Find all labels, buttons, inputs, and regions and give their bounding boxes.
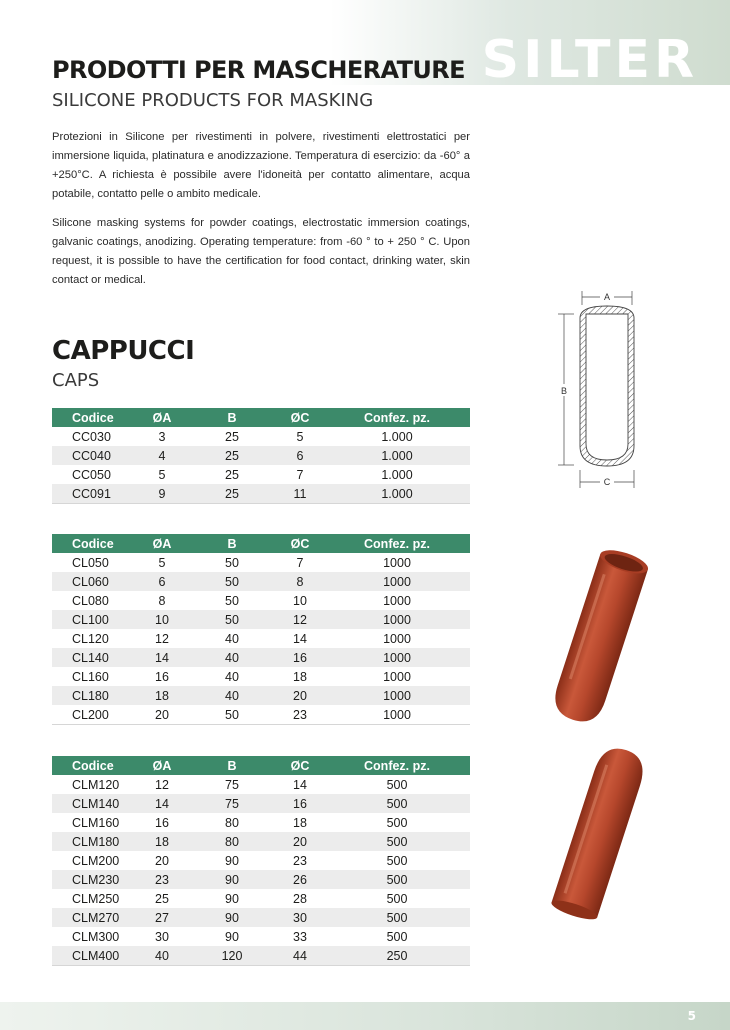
table-row <box>52 648 470 667</box>
cell-pack-qty: 500 <box>324 832 470 851</box>
cell-diameter-a: 3 <box>158 429 166 444</box>
table-row <box>52 946 470 966</box>
cell-code: CLM180 <box>52 832 136 851</box>
cell-length-b: 90 <box>225 929 239 944</box>
cell-length-b: 40 <box>225 631 239 646</box>
table-row <box>52 484 470 504</box>
cell-diameter-a: 25 <box>155 891 169 906</box>
cell-code: CLM120 <box>72 777 120 792</box>
col-header-diameter-a: ØA <box>136 756 188 775</box>
table-row <box>52 927 470 946</box>
cell-diameter-c: 28 <box>293 891 307 906</box>
table-row <box>52 427 470 446</box>
cell-diameter-c: 11 <box>276 484 324 504</box>
cell-pack-qty: 1000 <box>324 705 470 725</box>
cell-code: CL140 <box>52 648 136 667</box>
cell-pack-qty: 500 <box>386 853 408 868</box>
cell-diameter-c: 20 <box>276 686 324 705</box>
cell-diameter-a: 12 <box>155 631 169 646</box>
product-photo-closed-cap <box>530 736 670 926</box>
table-row <box>52 465 470 484</box>
cell-diameter-a: 8 <box>158 593 166 608</box>
cell-length-b: 25 <box>188 484 276 504</box>
cell-length-b: 80 <box>225 815 239 830</box>
cell-diameter-c: 8 <box>276 572 324 591</box>
cell-length-b: 25 <box>188 446 276 465</box>
cell-diameter-a: 6 <box>136 572 188 591</box>
cell-diameter-c: 33 <box>293 929 307 944</box>
cell-diameter-a: 12 <box>155 777 169 792</box>
cell-code: CC050 <box>72 467 111 482</box>
table-row <box>52 889 470 908</box>
cell-diameter-c: 7 <box>296 467 304 482</box>
table-header-row <box>52 408 470 427</box>
table-row <box>52 794 470 813</box>
cell-diameter-c: 18 <box>293 669 307 684</box>
table-row <box>52 813 470 832</box>
cell-pack-qty: 1000 <box>383 669 411 684</box>
caps-table-clm <box>52 756 470 966</box>
cell-pack-qty: 500 <box>386 777 408 792</box>
cell-diameter-c: 14 <box>293 631 307 646</box>
cell-code: CL160 <box>72 669 109 684</box>
table-header-row <box>52 756 470 775</box>
cell-diameter-a: 27 <box>136 908 188 927</box>
table-header-row <box>52 534 470 553</box>
cell-diameter-c: 23 <box>293 853 307 868</box>
col-header-diameter-c: ØC <box>276 756 324 775</box>
cell-pack-qty: 1.000 <box>324 446 470 465</box>
cell-diameter-c: 18 <box>293 815 307 830</box>
cell-pack-qty: 1000 <box>383 631 411 646</box>
cell-pack-qty: 1000 <box>324 610 470 629</box>
cell-diameter-c: 14 <box>293 777 307 792</box>
cell-code: CLM140 <box>52 794 136 813</box>
table-row <box>52 553 470 572</box>
table-row <box>52 870 470 889</box>
col-header-diameter-c: ØC <box>276 408 324 427</box>
cap-body-shape <box>549 554 648 727</box>
table-row <box>52 705 470 725</box>
cell-pack-qty: 500 <box>386 891 408 906</box>
col-header-code: Codice <box>52 408 136 427</box>
col-header-code: Codice <box>52 534 136 553</box>
cell-diameter-c: 26 <box>276 870 324 889</box>
cell-code: CLM160 <box>72 815 120 830</box>
cell-diameter-a: 30 <box>155 929 169 944</box>
table-row <box>52 446 470 465</box>
section-title: CAPPUCCI <box>52 336 195 366</box>
cell-code: CLM200 <box>72 853 120 868</box>
cell-length-b: 90 <box>188 870 276 889</box>
cell-length-b: 75 <box>188 794 276 813</box>
cell-code: CLM400 <box>52 946 136 966</box>
table-row <box>52 572 470 591</box>
cell-length-b: 50 <box>188 705 276 725</box>
cell-diameter-c: 30 <box>276 908 324 927</box>
cell-code: CC091 <box>52 484 136 504</box>
cell-code: CL050 <box>72 555 109 570</box>
cell-code: CL180 <box>52 686 136 705</box>
table-row <box>52 908 470 927</box>
col-header-pack-qty: Confez. pz. <box>324 534 470 553</box>
table-row <box>52 686 470 705</box>
page-title: PRODOTTI PER MASCHERATURE <box>52 56 465 84</box>
cell-length-b: 90 <box>225 853 239 868</box>
cell-pack-qty: 500 <box>324 870 470 889</box>
cell-code: CL200 <box>52 705 136 725</box>
col-header-pack-qty: Confez. pz. <box>324 756 470 775</box>
cell-pack-qty: 1000 <box>324 648 470 667</box>
section-subtitle: CAPS <box>52 370 100 391</box>
cap-inner-cavity <box>586 314 628 460</box>
table-row <box>52 775 470 794</box>
col-header-pack-qty: Confez. pz. <box>324 408 470 427</box>
cell-length-b: 40 <box>188 686 276 705</box>
cell-length-b: 90 <box>225 891 239 906</box>
cell-code: CL080 <box>72 593 109 608</box>
brand-logo-text: SILTER <box>481 30 698 90</box>
cell-pack-qty: 500 <box>386 929 408 944</box>
intro-paragraph-it: Protezioni in Silicone per rivestimenti in polvere, rivestimenti elettrostatici per immersione liquida, platinatura e anodizzazione. Temperatura di esercizio: da -60° a +250°C. A richiesta è possibile avere l'idoneità per contatto alimentare, acqua potabile, contatto pelle o ambito medicale. <box>52 131 470 200</box>
col-header-diameter-a: ØA <box>136 408 188 427</box>
dimension-a-label: A <box>603 292 611 302</box>
cell-length-b: 50 <box>225 593 239 608</box>
cell-length-b: 25 <box>225 467 239 482</box>
cell-pack-qty: 1.000 <box>381 429 413 444</box>
cell-code: CL100 <box>52 610 136 629</box>
cell-length-b: 40 <box>225 669 239 684</box>
page-number: 5 <box>687 1009 696 1023</box>
cap-cross-section-diagram <box>552 288 652 493</box>
cell-pack-qty: 500 <box>324 908 470 927</box>
caps-table-cl <box>52 534 470 725</box>
col-header-length-b: B <box>188 534 276 553</box>
cell-diameter-c: 12 <box>276 610 324 629</box>
cell-diameter-a: 16 <box>155 669 169 684</box>
cell-code: CLM270 <box>52 908 136 927</box>
cell-pack-qty: 500 <box>386 815 408 830</box>
cell-pack-qty: 500 <box>324 794 470 813</box>
cell-diameter-a: 23 <box>136 870 188 889</box>
intro-paragraph-en: Silicone masking systems for powder coatings, electrostatic immersion coatings, galvanic coatings, anodizing. Operating temperature: from -60 ° to + 250 ° C. Upon request, it is possible to have the certification for food contact, drinking water, skin contact or medical. <box>52 217 470 286</box>
cell-diameter-c: 20 <box>276 832 324 851</box>
table-row <box>52 851 470 870</box>
footer-band <box>0 1002 730 1030</box>
cell-diameter-c: 10 <box>293 593 307 608</box>
table-row <box>52 832 470 851</box>
cell-diameter-c: 23 <box>276 705 324 725</box>
cell-pack-qty: 1000 <box>383 593 411 608</box>
cell-diameter-a: 10 <box>136 610 188 629</box>
cell-diameter-a: 18 <box>136 686 188 705</box>
cell-diameter-a: 16 <box>155 815 169 830</box>
cell-diameter-a: 4 <box>136 446 188 465</box>
cell-pack-qty: 1000 <box>324 572 470 591</box>
table-row <box>52 667 470 686</box>
cell-code: CL120 <box>72 631 109 646</box>
cell-length-b: 50 <box>188 572 276 591</box>
page-subtitle: SILICONE PRODUCTS FOR MASKING <box>52 90 374 111</box>
col-header-code: Codice <box>52 756 136 775</box>
cell-diameter-c: 6 <box>276 446 324 465</box>
cell-length-b: 120 <box>188 946 276 966</box>
cell-code: CLM230 <box>52 870 136 889</box>
cell-length-b: 40 <box>188 648 276 667</box>
cell-length-b: 50 <box>225 555 239 570</box>
col-header-length-b: B <box>188 756 276 775</box>
cell-diameter-a: 5 <box>158 467 166 482</box>
cell-code: CLM300 <box>72 929 120 944</box>
dimension-b-label: B <box>560 386 568 396</box>
cell-length-b: 90 <box>188 908 276 927</box>
cell-diameter-c: 7 <box>296 555 304 570</box>
cell-diameter-c: 16 <box>276 648 324 667</box>
cell-pack-qty: 1000 <box>383 555 411 570</box>
cell-diameter-a: 20 <box>155 853 169 868</box>
cell-diameter-a: 20 <box>136 705 188 725</box>
cell-diameter-a: 5 <box>158 555 166 570</box>
cell-diameter-c: 44 <box>276 946 324 966</box>
cell-code: CLM250 <box>72 891 120 906</box>
dimension-c-label: C <box>603 477 611 487</box>
cell-diameter-c: 16 <box>276 794 324 813</box>
table-row <box>52 591 470 610</box>
cell-diameter-a: 9 <box>136 484 188 504</box>
cell-diameter-a: 40 <box>136 946 188 966</box>
cell-length-b: 75 <box>225 777 239 792</box>
cell-diameter-a: 18 <box>136 832 188 851</box>
cell-diameter-a: 14 <box>136 794 188 813</box>
cell-pack-qty: 250 <box>324 946 470 966</box>
cell-pack-qty: 1.000 <box>381 467 413 482</box>
cell-length-b: 80 <box>188 832 276 851</box>
caps-table-cc <box>52 408 470 504</box>
cell-diameter-a: 14 <box>136 648 188 667</box>
table-row <box>52 610 470 629</box>
cell-code: CC040 <box>52 446 136 465</box>
cell-code: CL060 <box>52 572 136 591</box>
table-row <box>52 629 470 648</box>
cell-code: CC030 <box>72 429 111 444</box>
col-header-diameter-a: ØA <box>136 534 188 553</box>
cell-pack-qty: 1.000 <box>324 484 470 504</box>
cell-length-b: 50 <box>188 610 276 629</box>
cell-pack-qty: 1000 <box>324 686 470 705</box>
product-photo-open-cap <box>530 536 670 736</box>
cell-diameter-c: 5 <box>296 429 304 444</box>
col-header-length-b: B <box>188 408 276 427</box>
col-header-diameter-c: ØC <box>276 534 324 553</box>
cell-length-b: 25 <box>225 429 239 444</box>
